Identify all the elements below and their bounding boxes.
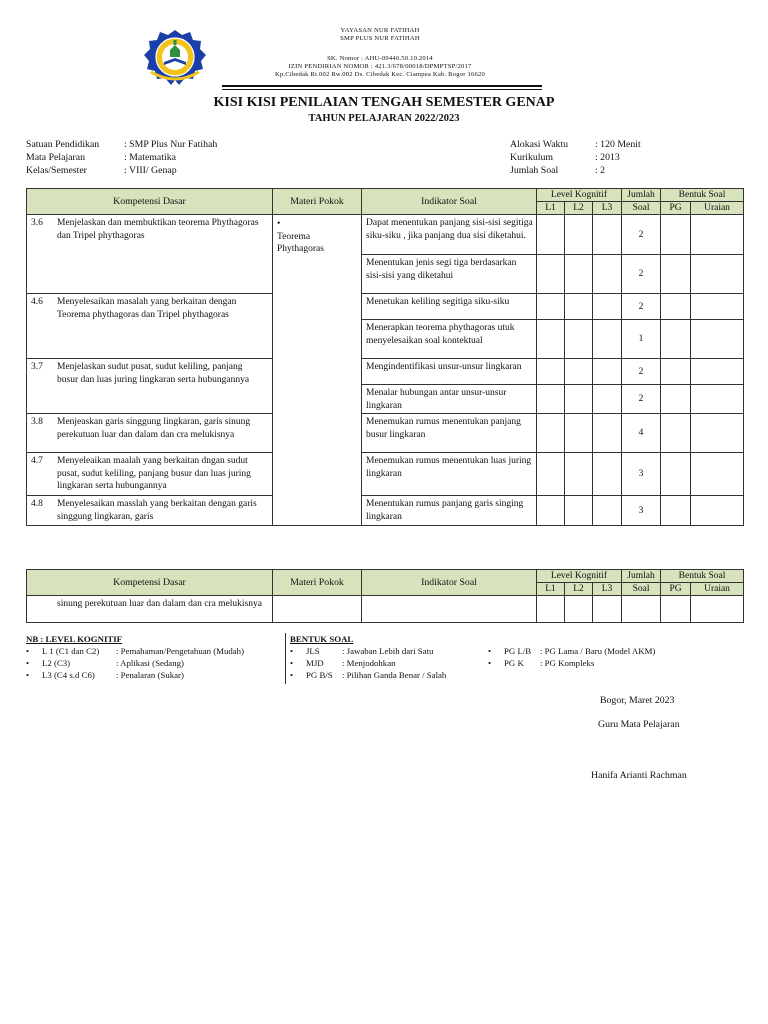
indikator-cell: Dapat menentukan panjang sisi-sisi segitiga siku-siku , jika panjang dua sisi diketahui.: [362, 215, 537, 255]
info-right-labels: Alokasi Waktu Kurikulum Jumlah Soal: [510, 139, 569, 176]
header-materi-pokok: Materi Pokok: [273, 189, 362, 215]
table-row: [27, 596, 744, 623]
legend-bentuk-soal-col2: [488, 645, 655, 669]
document-title: KISI KISI PENILAIAN TENGAH SEMESTER GENAP: [213, 95, 555, 110]
jumlah-cell: 2: [622, 385, 661, 414]
signature-name: Hanifa Arianti Rachman: [591, 770, 687, 781]
info-right-values: : 120 Menit : 2013 : 2: [595, 139, 641, 176]
legend-level-heading: NB : LEVEL KOGNITIF: [26, 634, 123, 644]
jumlah-cell: 3: [622, 453, 661, 496]
jumlah-cell: 2: [622, 294, 661, 320]
legend-bentuk-soal: [290, 633, 446, 681]
signature-place-date: Bogor, Maret 2023: [600, 695, 675, 706]
indikator-cell: Mengindentifikasi unsur-unsur lingkaran: [362, 359, 537, 385]
jumlah-cell: 2: [622, 359, 661, 385]
header-kompetensi-dasar: Kompetensi Dasar: [27, 570, 273, 596]
header-l2: L2: [565, 583, 593, 596]
letterhead-rule-thin: [222, 89, 542, 90]
header-uraian: Uraian: [691, 583, 744, 596]
header-pg: PG: [661, 202, 691, 215]
header-level-kognitif: Level Kognitif: [537, 570, 622, 583]
header-pg: PG: [661, 583, 691, 596]
header-uraian: Uraian: [691, 202, 744, 215]
header-jumlah: Jumlah: [622, 570, 661, 583]
kd-cell: 4.7 Menyeleaikan maalah yang berkaitan dngan sudut pusat, sudut keliling, panjang busur dan luas juring lingkaran serta hubungannya: [27, 453, 273, 496]
legend-item: • PG L/B : PG Lama / Baru (Model AKM): [488, 646, 656, 656]
legend-item: • L2 (C3) : Aplikasi (Sedang): [26, 658, 184, 668]
indikator-cell: Menemukan rumus menentukan luas juring lingkaran: [362, 453, 537, 496]
header-level-kognitif: Level Kognitif: [537, 189, 622, 202]
table-row: [27, 215, 744, 255]
header-l2: L2: [565, 202, 593, 215]
header-jumlah: Jumlah: [622, 189, 661, 202]
header-bentuk-soal: Bentuk Soal: [661, 189, 744, 202]
table-row: [27, 495, 744, 525]
indikator-cell: Menetukan keliling segitiga siku-siku: [362, 294, 537, 320]
header-l3: L3: [593, 202, 622, 215]
kisi-kisi-table: [26, 188, 744, 526]
legend-item: • MJD : Menjodohkan: [290, 658, 396, 668]
indikator-cell: Menerapkan teorema phythagoras utuk menyelesaikan soal kontektual: [362, 320, 537, 359]
header-l1: L1: [537, 202, 565, 215]
jumlah-cell: 2: [622, 215, 661, 255]
letterhead-rule-thick: [222, 85, 542, 87]
foundation-name: YAYASAN NUR FATIHAH: [340, 27, 420, 34]
legend-bentuk-heading: BENTUK SOAL: [290, 634, 354, 644]
indikator-cell: Menalar hubungan antar unsur-unsur lingkaran: [362, 385, 537, 414]
legend-item: • PG K : PG Kompleks: [488, 658, 595, 668]
header-soal: Soal: [622, 202, 661, 215]
academic-year: TAHUN PELAJARAN 2022/2023: [308, 113, 460, 124]
header-bentuk-soal: Bentuk Soal: [661, 570, 744, 583]
header-indikator-soal: Indikator Soal: [362, 189, 537, 215]
kd-cell: 4.8 Menyelesaikan masslah yang berkaitan dengan garis singgung lingkaran, garis: [27, 495, 273, 525]
info-left-labels: Satuan Pendidikan Mata Pelajaran Kelas/Semester: [26, 139, 100, 176]
header-indikator-soal: Indikator Soal: [362, 570, 537, 596]
sk-number: SK. Nomor : AHU-09440.50.10.2014: [327, 55, 433, 62]
jumlah-cell: 2: [622, 255, 661, 294]
header-kompetensi-dasar: Kompetensi Dasar: [27, 189, 273, 215]
header-materi-pokok: Materi Pokok: [273, 570, 362, 596]
signature-role: Guru Mata Pelajaran: [598, 719, 680, 730]
legend-item: • L 1 (C1 dan C2) : Pemahaman/Pengetahuan (Mudah): [26, 646, 245, 656]
table-row: [27, 294, 744, 320]
kd-cell: 3.7 Menjelaskan sudut pusat, sudut keliling, panjang busur dan luas juring lingkaran serta hubungannya: [27, 359, 273, 414]
info-left-values: : SMP Plus Nur Fatihah : Matematika : VIII/ Genap: [124, 139, 218, 176]
jumlah-cell: 3: [622, 495, 661, 525]
header-l1: L1: [537, 583, 565, 596]
kisi-kisi-table-continued: [26, 569, 744, 623]
legend-item: • JLS : Jawaban Lebih dari Satu: [290, 646, 434, 656]
permit-number: IZIN PENDIRIAN NOMOR : 421.3/678/00018/DPMPTSP/2017: [288, 63, 472, 70]
indikator-cell: Menentukan jenis segi tiga berdasarkan sisi-sisi yang diketahui: [362, 255, 537, 294]
table-row: [27, 453, 744, 496]
kd-cell: 4.6 Menyelesaikan masalah yang berkaitan dengan Teorema phythagoras dan Tripel phythagoras: [27, 294, 273, 359]
legend-item: • PG B/S : Pilihan Ganda Benar / Salah: [290, 670, 447, 680]
legend-item: • L3 (C4 s.d C6) : Penalaran (Sukar): [26, 670, 184, 680]
kd-cell: 3.6 Menjelaskan dan membuktikan teorema Phythagoras dan Tripel phythagoras: [27, 215, 273, 294]
kd-cell: 3.8 Menjeaskan garis singgung lingkaran, garis sinung perekutuan luar dan dalam dan cra melukisnya: [27, 414, 273, 453]
school-emblem-logo: [142, 28, 208, 88]
school-address: Kp.Cibedak Rt.002 Rw.002 Ds. Cibedak Kec. Ciampea Kab. Bogor 16620: [274, 71, 485, 78]
header-soal: Soal: [622, 583, 661, 596]
indikator-cell: Menentukan rumus panjang garis singing lingkaran: [362, 495, 537, 525]
table-row: [27, 359, 744, 385]
legend-divider: [285, 633, 286, 684]
kd-cell-continued: sinung perekutuan luar dan dalam dan cra melukisnya: [27, 596, 273, 623]
legend-level-kognitif: [26, 633, 244, 681]
indikator-cell: Menemukan rumus menentukan panjang busur lingkaran: [362, 414, 537, 453]
header-l3: L3: [593, 583, 622, 596]
table-row: [27, 414, 744, 453]
jumlah-cell: 1: [622, 320, 661, 359]
school-name: SMP PLUS NUR FATIHAH: [340, 35, 420, 42]
materi-pokok-cell: •Teorema Phythagoras: [273, 215, 362, 526]
jumlah-cell: 4: [622, 414, 661, 453]
